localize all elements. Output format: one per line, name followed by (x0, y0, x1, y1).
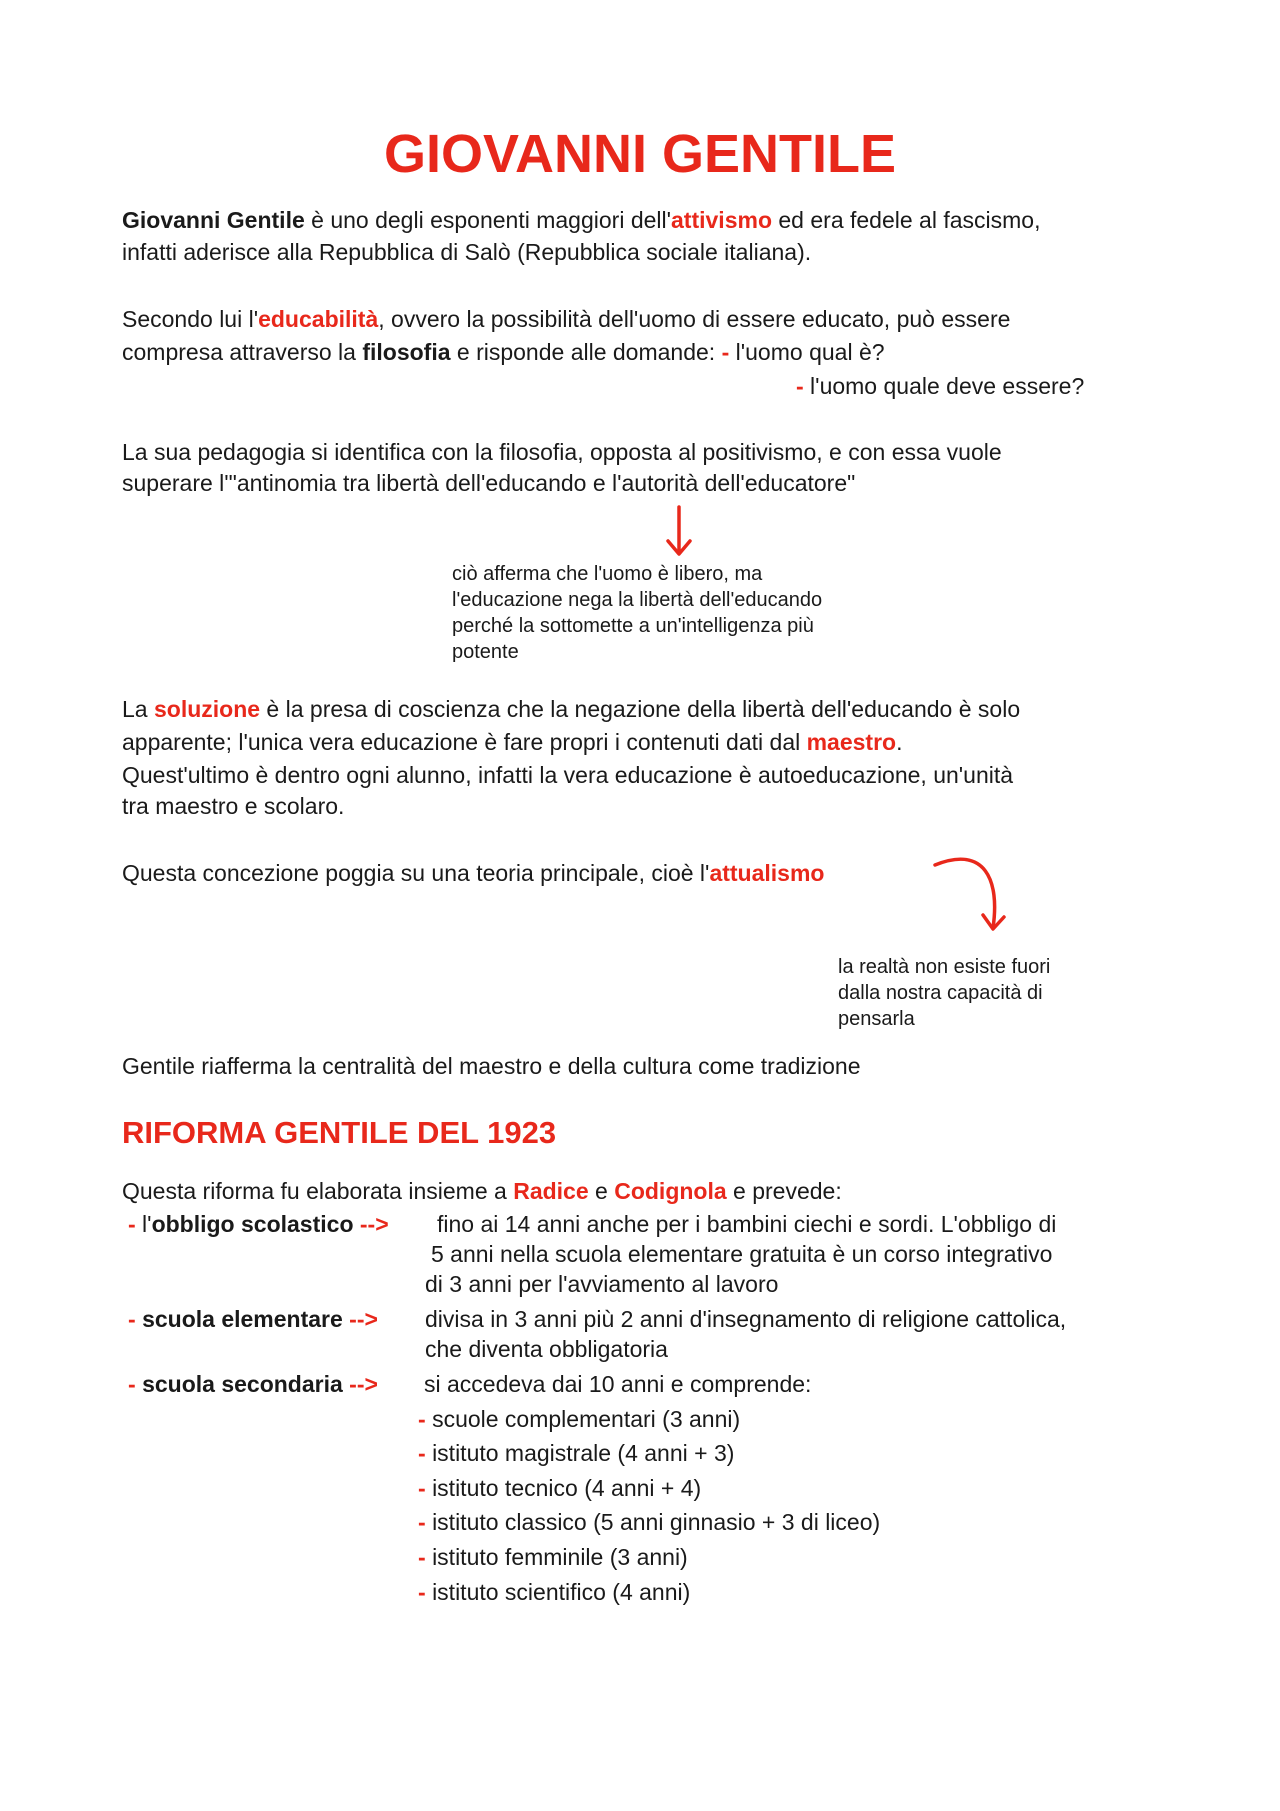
question-2: l'uomo quale deve essere? (803, 373, 1085, 399)
secondaria-item-6: - istituto scientifico (4 anni) (418, 1579, 691, 1605)
obbligo-line-1: fino ai 14 anni anche per i bambini ciechi e sordi. L'obbligo di (437, 1211, 1057, 1237)
term-soluzione: soluzione (153, 696, 261, 722)
term-attualismo: attualismo (709, 860, 825, 886)
list-dash: - (796, 373, 804, 399)
label-obbligo: obbligo scolastico (151, 1211, 354, 1237)
pedagogia-note-4: potente (452, 641, 519, 663)
pedagogia-note-2: l'educazione nega la libertà dell'educando (452, 589, 823, 611)
attualismo-note-2: dalla nostra capacità di (838, 982, 1043, 1004)
attualismo-note-1: la realtà non esiste fuori (838, 956, 1051, 978)
pedagogia-note-1: ciò afferma che l'uomo è libero, ma (452, 563, 763, 585)
pedagogia-line-1: La sua pedagogia si identifica con la filosofia, opposta al positivismo, e con essa vuole (122, 439, 1002, 465)
attualismo-note-3: pensarla (838, 1008, 915, 1030)
down-arrow-icon (668, 507, 690, 554)
obbligo-line-3: di 3 anni per l'avviamento al lavoro (425, 1271, 779, 1297)
section-heading-riforma: RIFORMA GENTILE DEL 1923 (122, 1115, 557, 1150)
educabilita-line-1: Secondo lui l'educabilità, ovvero la possibilità dell'uomo di essere educato, può essere (122, 306, 1011, 332)
centralita-line: Gentile riafferma la centralità del maestro e della cultura come tradizione (122, 1053, 861, 1079)
intro-line-1: Giovanni Gentile è uno degli esponenti maggiori dell'attivismo ed era fedele al fascismo, (122, 207, 1041, 233)
list-dash: - (128, 1371, 136, 1397)
soluzione-line-1: La soluzione è la presa di coscienza che la negazione della libertà dell'educando è solo (122, 696, 1021, 722)
soluzione-line-2: apparente; l'unica vera educazione è fare propri i contenuti dati dal maestro. (122, 729, 903, 755)
obbligo-line-2: 5 anni nella scuola elementare gratuita è un corso integrativo (431, 1241, 1053, 1267)
question-1: l'uomo qual è? (729, 339, 885, 365)
arrow-text: --> (349, 1306, 378, 1332)
riforma-intro: Questa riforma fu elaborata insieme a Radice e Codignola e prevede: (122, 1178, 842, 1204)
name-codignola: Codignola (614, 1178, 727, 1204)
list-dash: - (128, 1306, 136, 1332)
intro-line-2: infatti aderisce alla Repubblica di Salò (Repubblica sociale italiana). (122, 239, 812, 265)
name-radice: Radice (513, 1178, 589, 1204)
secondaria-item-3: - istituto tecnico (4 anni + 4) (418, 1475, 702, 1501)
secondaria-line: si accedeva dai 10 anni e comprende: (424, 1371, 812, 1397)
attualismo-line: Questa concezione poggia su una teoria principale, cioè l'attualismo (122, 860, 825, 886)
curved-arrow-icon (935, 859, 1004, 929)
list-item-obbligo: - l'obbligo scolastico --> (128, 1211, 389, 1237)
secondaria-item-4: - istituto classico (5 anni ginnasio + 3 di liceo) (418, 1509, 881, 1535)
elementare-line-2: che diventa obbligatoria (425, 1336, 668, 1362)
list-dash: - (128, 1211, 136, 1237)
arrow-text: --> (349, 1371, 378, 1397)
soluzione-line-4: tra maestro e scolaro. (122, 793, 345, 819)
list-dash: - (721, 339, 730, 365)
term-maestro: maestro (806, 729, 897, 755)
elementare-line-1: divisa in 3 anni più 2 anni d'insegnamento di religione cattolica, (425, 1306, 1067, 1332)
pedagogia-line-2: superare l'"antinomia tra libertà dell'educando e l'autorità dell'educatore" (122, 470, 856, 496)
term-educabilita: educabilità (258, 306, 379, 332)
label-elementare: scuola elementare (142, 1306, 343, 1332)
subject-name: Giovanni Gentile (122, 207, 305, 233)
term-attivismo: attivismo (671, 207, 772, 233)
educabilita-line-2: compresa attraverso la filosofia e risponde alle domande: - l'uomo qual è? (122, 339, 885, 365)
secondaria-item-5: - istituto femminile (3 anni) (418, 1544, 688, 1570)
term-filosofia: filosofia (362, 339, 451, 365)
label-secondaria: scuola secondaria (142, 1371, 343, 1397)
soluzione-line-3: Quest'ultimo è dentro ogni alunno, infatti la vera educazione è autoeducazione, un'unità (122, 762, 1014, 788)
secondaria-item-2: - istituto magistrale (4 anni + 3) (418, 1440, 735, 1466)
secondaria-item-1: - scuole complementari (3 anni) (418, 1406, 741, 1432)
arrow-text: --> (359, 1211, 389, 1237)
page-title: GIOVANNI GENTILE (383, 124, 897, 184)
pedagogia-note-3: perché la sottomette a un'intelligenza più (452, 615, 814, 637)
